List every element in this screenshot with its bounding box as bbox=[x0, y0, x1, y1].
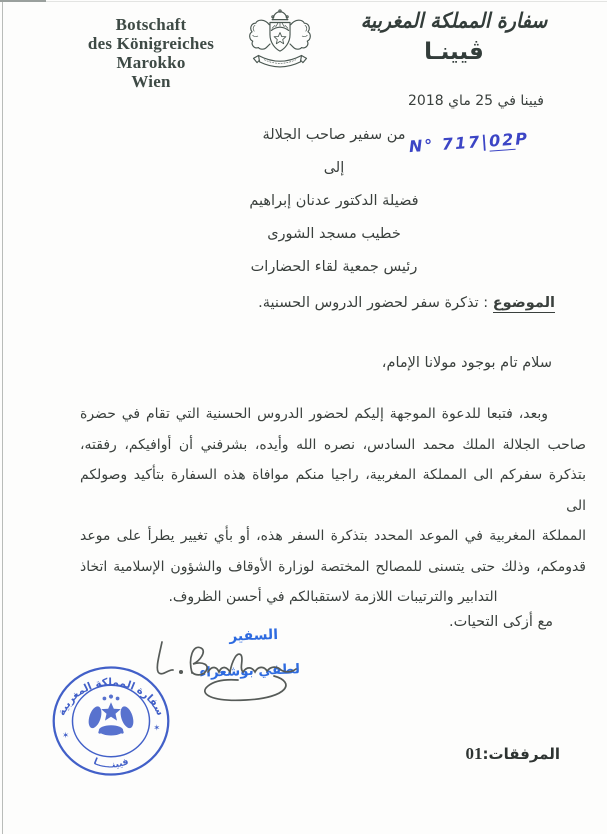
attachments-label: المرفقات: bbox=[482, 745, 560, 763]
body-line: وبعد، فتبعا للدعوة الموجهة إليكم لحضور الدروس الحسنية التي تقام في حضرة bbox=[80, 406, 548, 422]
attachments-line bbox=[466, 744, 560, 764]
ref-suffix: P bbox=[514, 128, 530, 149]
recipient-line: خطيب مسجد الشورى bbox=[267, 226, 401, 242]
subject-line bbox=[258, 295, 555, 311]
letterhead-german-line: Marokko bbox=[116, 53, 186, 72]
letterhead-arabic bbox=[348, 10, 560, 65]
body-line: التدابير والترتيبات اللازمة لاستقبالكم في أحسن الظروف. bbox=[168, 589, 498, 605]
body-line: بتذكرة سفركم الى المملكة المغربية، راجيا منكم موافاة هذه السفارة بتأكيد وصولكم الى bbox=[80, 467, 586, 514]
address-from-line: من سفير صاحب الجلالة bbox=[262, 127, 406, 143]
body-line: قدومكم، وذلك حتى يتسنى للمصالح المختصة لوزارة الأوقاف والشؤون الإسلامية اتخاذ bbox=[80, 558, 586, 575]
svg-text:فيينـــــا bbox=[92, 756, 130, 770]
stamp-ring-bottom-text: فيينـــــا bbox=[91, 756, 131, 771]
recipient-line: رئيس جمعية لقاء الحضارات bbox=[250, 259, 418, 275]
letterhead-german-line: des Königreiches bbox=[87, 34, 215, 53]
signature-title-stamp: السفير bbox=[228, 626, 279, 645]
salutation: سلام تام بوجود مولانا الإمام، bbox=[381, 355, 552, 371]
closing-line: مع أزكى التحيات. bbox=[449, 614, 553, 630]
subject-text: تذكرة سفر لحضور الدروس الحسنية. bbox=[258, 295, 479, 311]
subject-separator: : bbox=[478, 295, 493, 311]
address-to-label: إلى bbox=[323, 160, 345, 176]
scan-corner-mark bbox=[0, 0, 46, 2]
body-paragraph bbox=[80, 399, 586, 613]
body-line: صاحب الجلالة الملك محمد السادس، نصره الله وأيده، بشرفني أن أوافيكم، رفقته، bbox=[80, 436, 586, 453]
coat-of-arms-icon bbox=[237, 7, 323, 81]
recipient-line: فضيلة الدكتور عدنان إبراهيم bbox=[249, 193, 419, 209]
letterhead-german-line: Botschaft bbox=[115, 15, 187, 34]
ref-prefix: N° bbox=[408, 135, 436, 157]
embassy-round-stamp-icon bbox=[44, 659, 178, 783]
ref-underlined-digits: 02 bbox=[488, 129, 516, 151]
attachments-value: 01 bbox=[465, 744, 483, 763]
scan-edge-top bbox=[0, 1, 607, 2]
stamp-star-right: ✶ bbox=[153, 722, 161, 733]
address-block bbox=[230, 119, 438, 284]
letterhead-german bbox=[84, 15, 218, 91]
ref-digits: 717| bbox=[441, 131, 490, 154]
stamp-star-left: ✶ bbox=[62, 729, 70, 740]
date-line: فيينا في 25 ماي 2018 bbox=[408, 93, 544, 109]
stamp-center-emblem bbox=[86, 695, 136, 736]
body-line: المملكة المغربية في الموعد المحدد بتذكرة السفر هذه، أو بأي تغيير يطرأ على موعد bbox=[80, 528, 586, 544]
letterhead-arabic-title: سفارة المملكة المغربية bbox=[360, 9, 548, 33]
signature-name-stamp: لطفي بوشعراء bbox=[199, 661, 301, 681]
scan-edge-left bbox=[2, 0, 3, 834]
subject-label: الموضوع bbox=[492, 295, 555, 311]
stamp-ring-top-text: سفارة المملكة المغربية bbox=[55, 676, 167, 718]
letterhead-german-line: Wien bbox=[131, 72, 171, 91]
letterhead-arabic-city: ڤيينـا bbox=[424, 39, 484, 65]
